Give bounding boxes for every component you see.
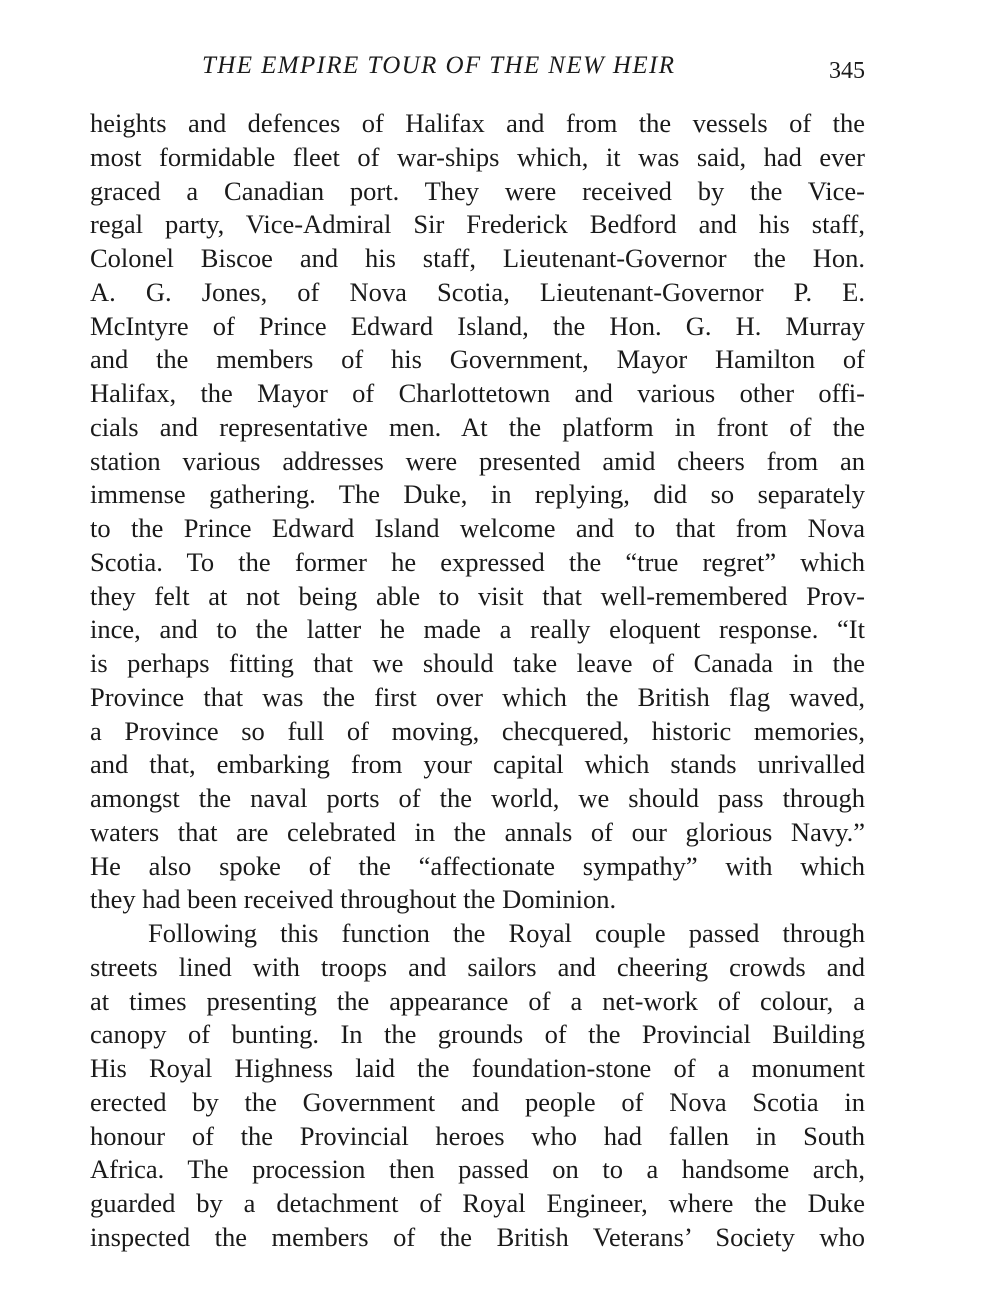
body-text — [90, 107, 865, 1255]
text-line: heights and defences of Halifax and from the vessels of the — [90, 108, 865, 138]
paragraph-1 — [90, 107, 865, 917]
text-line: A. G. Jones, of Nova Scotia, Lieutenant-Governor P. E. — [90, 276, 865, 307]
text-line: and that, embarking from your capital which stands unrivalled — [90, 749, 865, 780]
text-line: He also spoke of the “affectionate sympathy” with which — [90, 850, 865, 881]
text-line: Colonel Biscoe and his staff, Lieutenant-Governor the Hon. — [90, 243, 865, 273]
text-line: to the Prince Edward Island welcome and to that from Nova — [90, 513, 865, 543]
running-title: THE EMPIRE TOUR OF THE NEW HEIR — [202, 52, 676, 79]
text-line: cials and representative men. At the platform in front of the — [90, 411, 865, 442]
text-line: a Province so full of moving, checquered, historic memories, — [90, 715, 865, 746]
text-line: guarded by a detachment of Royal Engineer, where the Duke — [90, 1188, 865, 1218]
text-line: Scotia. To the former he expressed the “true regret” which — [90, 546, 865, 577]
text-line: honour of the Provincial heroes who had fallen in South — [90, 1120, 865, 1151]
paragraph-2 — [90, 917, 865, 1255]
page-header — [90, 52, 865, 92]
text-line: most formidable fleet of war-ships which, it was said, had ever — [90, 141, 865, 172]
text-line: ince, and to the latter he made a really eloquent response. “It — [90, 614, 865, 645]
text-line: His Royal Highness laid the foundation-stone of a monument — [90, 1053, 865, 1083]
text-line: waters that are celebrated in the annals of our glorious Navy.” — [90, 816, 865, 847]
text-line: Province that was the first over which the British flag waved, — [90, 681, 865, 712]
text-line: station various addresses were presented amid cheers from an — [90, 445, 865, 476]
text-line: amongst the naval ports of the world, we should pass through — [90, 783, 865, 813]
text-line: at times presenting the appearance of a net-work of colour, a — [90, 985, 865, 1016]
text-line: they had been received throughout the Dominion. — [90, 884, 617, 915]
text-line: graced a Canadian port. They were received by the Vice- — [90, 175, 865, 206]
text-line: McIntyre of Prince Edward Island, the Hon. G. H. Murray — [90, 310, 865, 341]
text-line: and the members of his Government, Mayor Hamilton of — [90, 344, 865, 375]
text-line: streets lined with troops and sailors and cheering crowds and — [90, 951, 865, 982]
text-line: erected by the Government and people of Nova Scotia in — [90, 1086, 865, 1117]
text-line: they felt at not being able to visit that well-remembered Prov- — [90, 580, 865, 611]
text-line: Following this function the Royal couple passed through — [148, 918, 865, 948]
text-line: regal party, Vice-Admiral Sir Frederick Bedford and his staff, — [90, 209, 865, 240]
text-line: Halifax, the Mayor of Charlottetown and various other offi- — [90, 378, 865, 408]
page-number: 345 — [829, 58, 865, 84]
text-line: inspected the members of the British Veterans’ Society who — [90, 1221, 865, 1252]
text-line: Africa. The procession then passed on to a handsome arch, — [90, 1154, 865, 1185]
text-line: canopy of bunting. In the grounds of the Provincial Building — [90, 1019, 865, 1050]
text-line: immense gathering. The Duke, in replying, did so separately — [90, 479, 865, 510]
text-line: is perhaps fitting that we should take leave of Canada in the — [90, 648, 865, 678]
